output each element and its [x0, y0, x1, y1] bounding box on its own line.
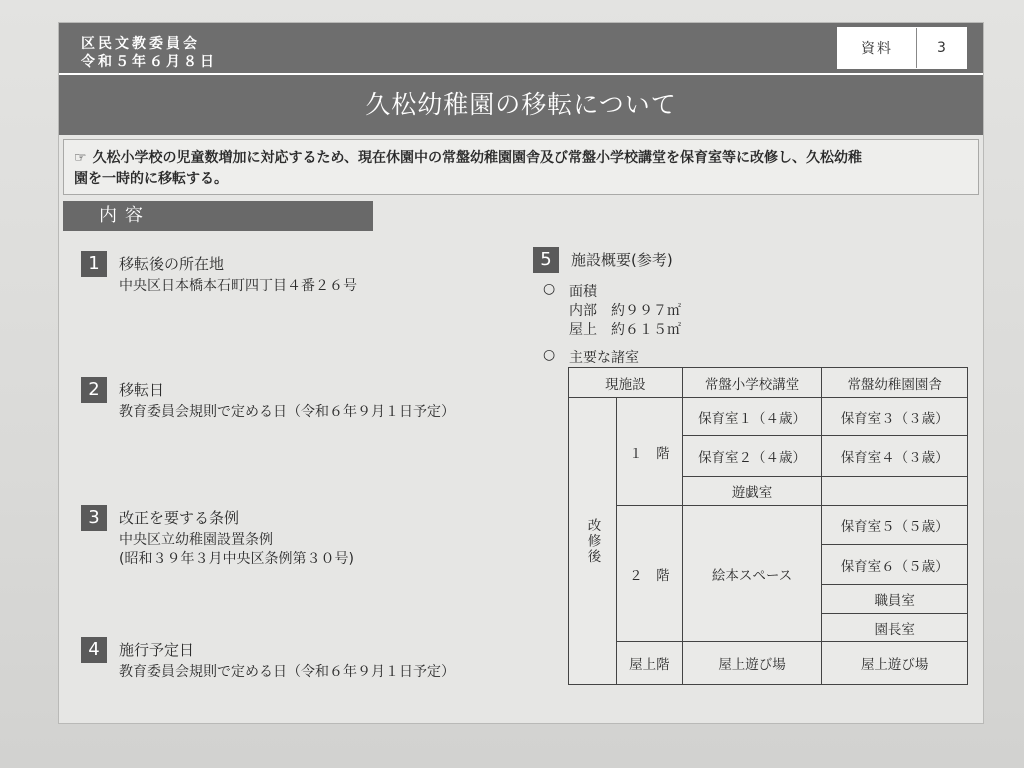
header-school-hall: 常盤小学校講堂 — [682, 368, 822, 398]
header-kindergarten: 常盤幼稚園園舎 — [822, 368, 968, 398]
document-number: 3 — [937, 40, 946, 56]
table-cell: 保育室６（５歳） — [822, 544, 968, 585]
after-renovation-label — [569, 398, 617, 685]
after-renovation-text: 改修後 — [584, 517, 601, 565]
summary-line-2: 園を一時的に移転する。 — [74, 171, 228, 187]
table-cell: 職員室 — [822, 585, 968, 613]
document-sheet — [58, 22, 984, 724]
room-table — [568, 367, 968, 685]
header-divider — [59, 73, 983, 75]
rooms-bullet: ○ — [543, 347, 556, 363]
section-heading: 内容 — [63, 201, 373, 231]
item-number-badge: 5 — [533, 247, 559, 273]
item-number-badge: 4 — [81, 637, 107, 663]
summary-line-1: 久松小学校の児童数増加に対応するため、現在休園中の常盤幼稚園園舎及び常盤小学校講堂を保育室等に改修し、久松幼稚 — [92, 150, 862, 166]
item-body: 中央区日本橋本石町四丁目４番２６号 — [119, 278, 357, 294]
committee-name: 区民文教委員会 — [81, 36, 200, 52]
pointing-hand-icon: ☞ — [74, 150, 87, 166]
table-cell: 屋上遊び場 — [682, 642, 822, 685]
table-cell-empty — [822, 476, 968, 505]
item-heading: 施設概要(参考) — [571, 251, 673, 269]
area-roof: 屋上 約６１５㎡ — [569, 322, 681, 338]
document-number-box — [837, 27, 967, 69]
table-cell: 遊戯室 — [682, 476, 822, 505]
roof-floor-label: 屋上階 — [616, 642, 682, 685]
ordinance-name: 中央区立幼稚園設置条例 — [119, 532, 273, 548]
document-header — [59, 23, 983, 135]
table-cell: 絵本スペース — [682, 506, 822, 642]
item-body: 教育委員会規則で定める日（令和６年９月１日予定） — [119, 664, 455, 680]
table-cell: 保育室２（４歳） — [682, 436, 822, 477]
floor-1-label: １ 階 — [616, 398, 682, 506]
committee-info — [81, 35, 217, 71]
page-title: 久松幼稚園の移転について — [365, 90, 677, 119]
area-bullet: ○ — [543, 281, 556, 297]
item-heading: 移転後の所在地 — [119, 255, 225, 273]
rooms-label: 主要な諸室 — [569, 350, 639, 366]
table-cell: 保育室１（４歳） — [682, 398, 822, 436]
document-label: 資料 — [838, 28, 917, 68]
header-current-facility: 現施設 — [569, 368, 683, 398]
table-cell: 園長室 — [822, 613, 968, 641]
item-body: 教育委員会規則で定める日（令和６年９月１日予定） — [119, 404, 455, 420]
table-cell: 保育室３（３歳） — [822, 398, 968, 436]
area-label: 面積 — [569, 284, 597, 300]
item-body — [119, 531, 354, 569]
floor-2-label: ２ 階 — [616, 506, 682, 642]
area-inside: 内部 約９９７㎡ — [569, 303, 681, 319]
item-number-badge: 3 — [81, 505, 107, 531]
item-heading: 移転日 — [119, 381, 165, 399]
meeting-date: 令和５年６月８日 — [81, 54, 217, 70]
item-number-badge: 1 — [81, 251, 107, 277]
ordinance-reference: (昭和３９年３月中央区条例第３０号) — [119, 551, 354, 567]
table-cell: 保育室４（３歳） — [822, 436, 968, 477]
table-cell: 保育室５（５歳） — [822, 506, 968, 545]
item-number-badge: 2 — [81, 377, 107, 403]
table-cell: 屋上遊び場 — [822, 642, 968, 685]
item-heading: 施行予定日 — [119, 641, 195, 659]
item-heading: 改正を要する条例 — [119, 509, 240, 527]
summary-box — [63, 139, 979, 195]
